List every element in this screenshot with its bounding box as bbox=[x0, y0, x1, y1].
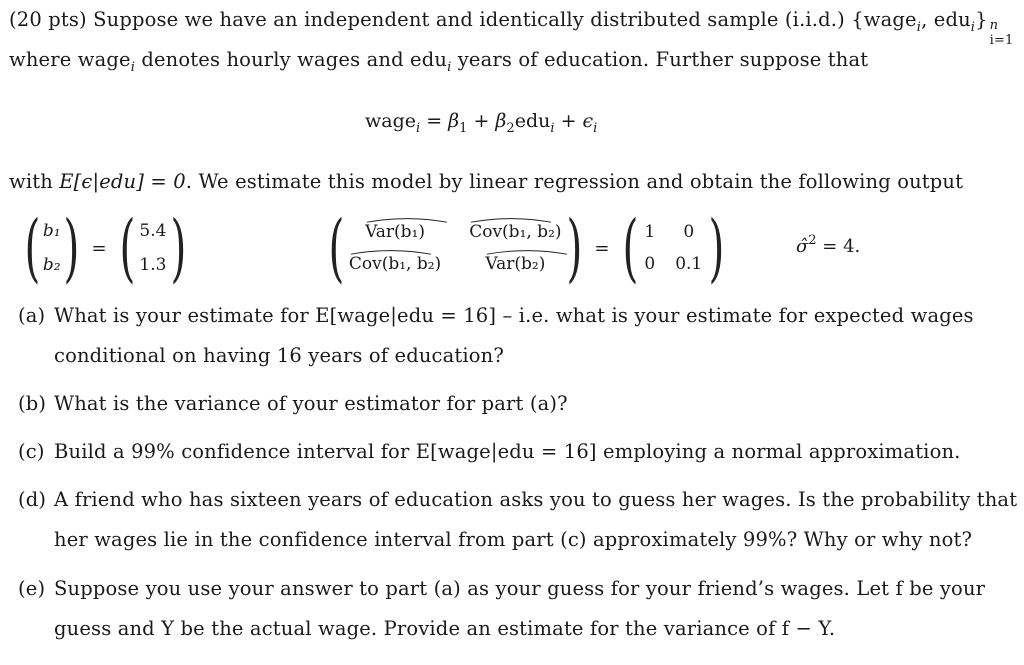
question-a-cont bbox=[54, 344, 504, 367]
cov-top-text: Cov(b₁, b₂) bbox=[469, 222, 562, 242]
left-paren: ( bbox=[24, 205, 41, 291]
model-equation bbox=[365, 110, 598, 136]
question-e-line-2: guess and Y be the actual wage. Provide an estimate for the variance of f − Y. bbox=[54, 617, 836, 640]
covariance-values bbox=[644, 217, 702, 279]
cov-value-11: 1 bbox=[644, 222, 656, 242]
question-label: (a) bbox=[18, 304, 46, 327]
eq-sub-i: i bbox=[550, 121, 555, 136]
left-paren: ( bbox=[328, 205, 345, 291]
question-label: (d) bbox=[18, 488, 47, 511]
equals-sign: = bbox=[91, 237, 107, 259]
assumption-prefix: with bbox=[9, 170, 60, 193]
question-b bbox=[18, 392, 568, 415]
intro-text-c: } bbox=[975, 8, 988, 31]
eq-lhs: wage bbox=[365, 110, 416, 132]
question-label: (c) bbox=[18, 440, 45, 463]
intro-text-a: (20 pts) Suppose we have an independent and identically distributed sample (i.i.d.) {wage bbox=[9, 8, 917, 31]
eq-edu: edu bbox=[514, 110, 551, 132]
assumption-line bbox=[9, 170, 963, 193]
question-d-line-1: A friend who has sixteen years of education asks you to guess her wages. Is the probability that bbox=[54, 488, 1018, 511]
covariance-matrix bbox=[322, 205, 731, 291]
var-b2 bbox=[469, 249, 561, 279]
question-label: (e) bbox=[18, 577, 46, 600]
question-b-line-1: What is the variance of your estimator for part (a)? bbox=[54, 392, 568, 415]
var-b1 bbox=[349, 217, 441, 247]
question-d bbox=[18, 488, 1017, 511]
eq-sub-2: 2 bbox=[506, 121, 515, 136]
left-paren: ( bbox=[621, 205, 638, 291]
question-a-line-1: What is your estimate for E[wage|edu = 16] – i.e. what is your estimate for expected wages bbox=[54, 304, 974, 327]
intro-text-f: years of education. Further suppose that bbox=[451, 48, 869, 71]
question-e-cont bbox=[54, 617, 835, 640]
sigma-hat: σ̂ bbox=[796, 236, 809, 257]
right-paren: ) bbox=[63, 205, 79, 291]
subscript-i: i bbox=[970, 20, 976, 35]
subscript-i: i bbox=[130, 60, 136, 75]
question-c-line-1: Build a 99% confidence interval for E[wage|edu = 16] employing a normal approximation. bbox=[54, 440, 961, 463]
eq-beta1: = β bbox=[420, 110, 460, 132]
subscript-i: i bbox=[916, 20, 922, 35]
estimator-b1: b₁ bbox=[42, 221, 61, 241]
estimator-b2: b₂ bbox=[42, 255, 61, 275]
estimator-vector bbox=[43, 214, 61, 282]
sigma-superscript: 2 bbox=[808, 233, 817, 248]
sigma-value: = 4. bbox=[816, 236, 861, 257]
intro-text-e: denotes hourly wages and edu bbox=[135, 48, 448, 71]
estimate-b1-value: 5.4 bbox=[139, 221, 167, 241]
cov-value-12: 0 bbox=[683, 222, 695, 242]
var-b2-text: Var(b₂) bbox=[485, 254, 546, 274]
estimate-b2-value: 1.3 bbox=[139, 255, 167, 275]
question-a-line-2: conditional on having 16 years of education? bbox=[54, 344, 504, 367]
question-e bbox=[18, 577, 985, 600]
intro-line-2 bbox=[9, 48, 869, 75]
var-b1-text: Var(b₁) bbox=[365, 222, 426, 242]
eq-sub-i: i bbox=[593, 121, 598, 136]
cov-b1b2-top bbox=[469, 217, 561, 247]
covariance-entries bbox=[349, 217, 562, 279]
eq-epsilon: + ϵ bbox=[554, 110, 594, 132]
question-e-line-1: Suppose you use your answer to part (a) as your guess for your friend’s wages. Let f be your bbox=[54, 577, 986, 600]
cov-b1b2-bottom bbox=[349, 249, 441, 279]
cov-bottom-text: Cov(b₁, b₂) bbox=[348, 254, 442, 274]
cov-value-21: 0 bbox=[644, 254, 656, 274]
right-paren: ) bbox=[566, 205, 582, 291]
estimates-matrix bbox=[18, 205, 193, 291]
question-d-cont bbox=[54, 528, 972, 551]
right-paren: ) bbox=[708, 205, 725, 291]
eq-sub-i: i bbox=[416, 121, 421, 136]
intro-line-1 bbox=[9, 8, 1016, 48]
eq-beta2: + β bbox=[467, 110, 507, 132]
intro-text-d: where wage bbox=[9, 48, 131, 71]
intro-text-b: , edu bbox=[921, 8, 971, 31]
estimate-values bbox=[139, 214, 166, 282]
question-c bbox=[18, 440, 961, 463]
question-a bbox=[18, 304, 974, 327]
question-label: (b) bbox=[18, 392, 47, 415]
subscript-i-1: i=1 bbox=[989, 33, 1014, 48]
right-paren: ) bbox=[170, 205, 187, 291]
question-d-line-2: her wages lie in the confidence interval from part (c) approximately 99%? Why or why not? bbox=[54, 528, 973, 551]
equals-sign: = bbox=[594, 237, 610, 259]
eq-sub-1: 1 bbox=[459, 121, 468, 136]
cov-value-22: 0.1 bbox=[675, 254, 703, 274]
subscript-i: i bbox=[447, 60, 452, 75]
superscript-n: n bbox=[989, 18, 999, 33]
assumption-suffix: . We estimate this model by linear regression and obtain the following output bbox=[185, 170, 964, 193]
assumption-expectation: E[ϵ|edu] = 0 bbox=[59, 170, 186, 193]
sigma-hat-estimate bbox=[796, 233, 861, 257]
left-paren: ( bbox=[119, 205, 135, 291]
